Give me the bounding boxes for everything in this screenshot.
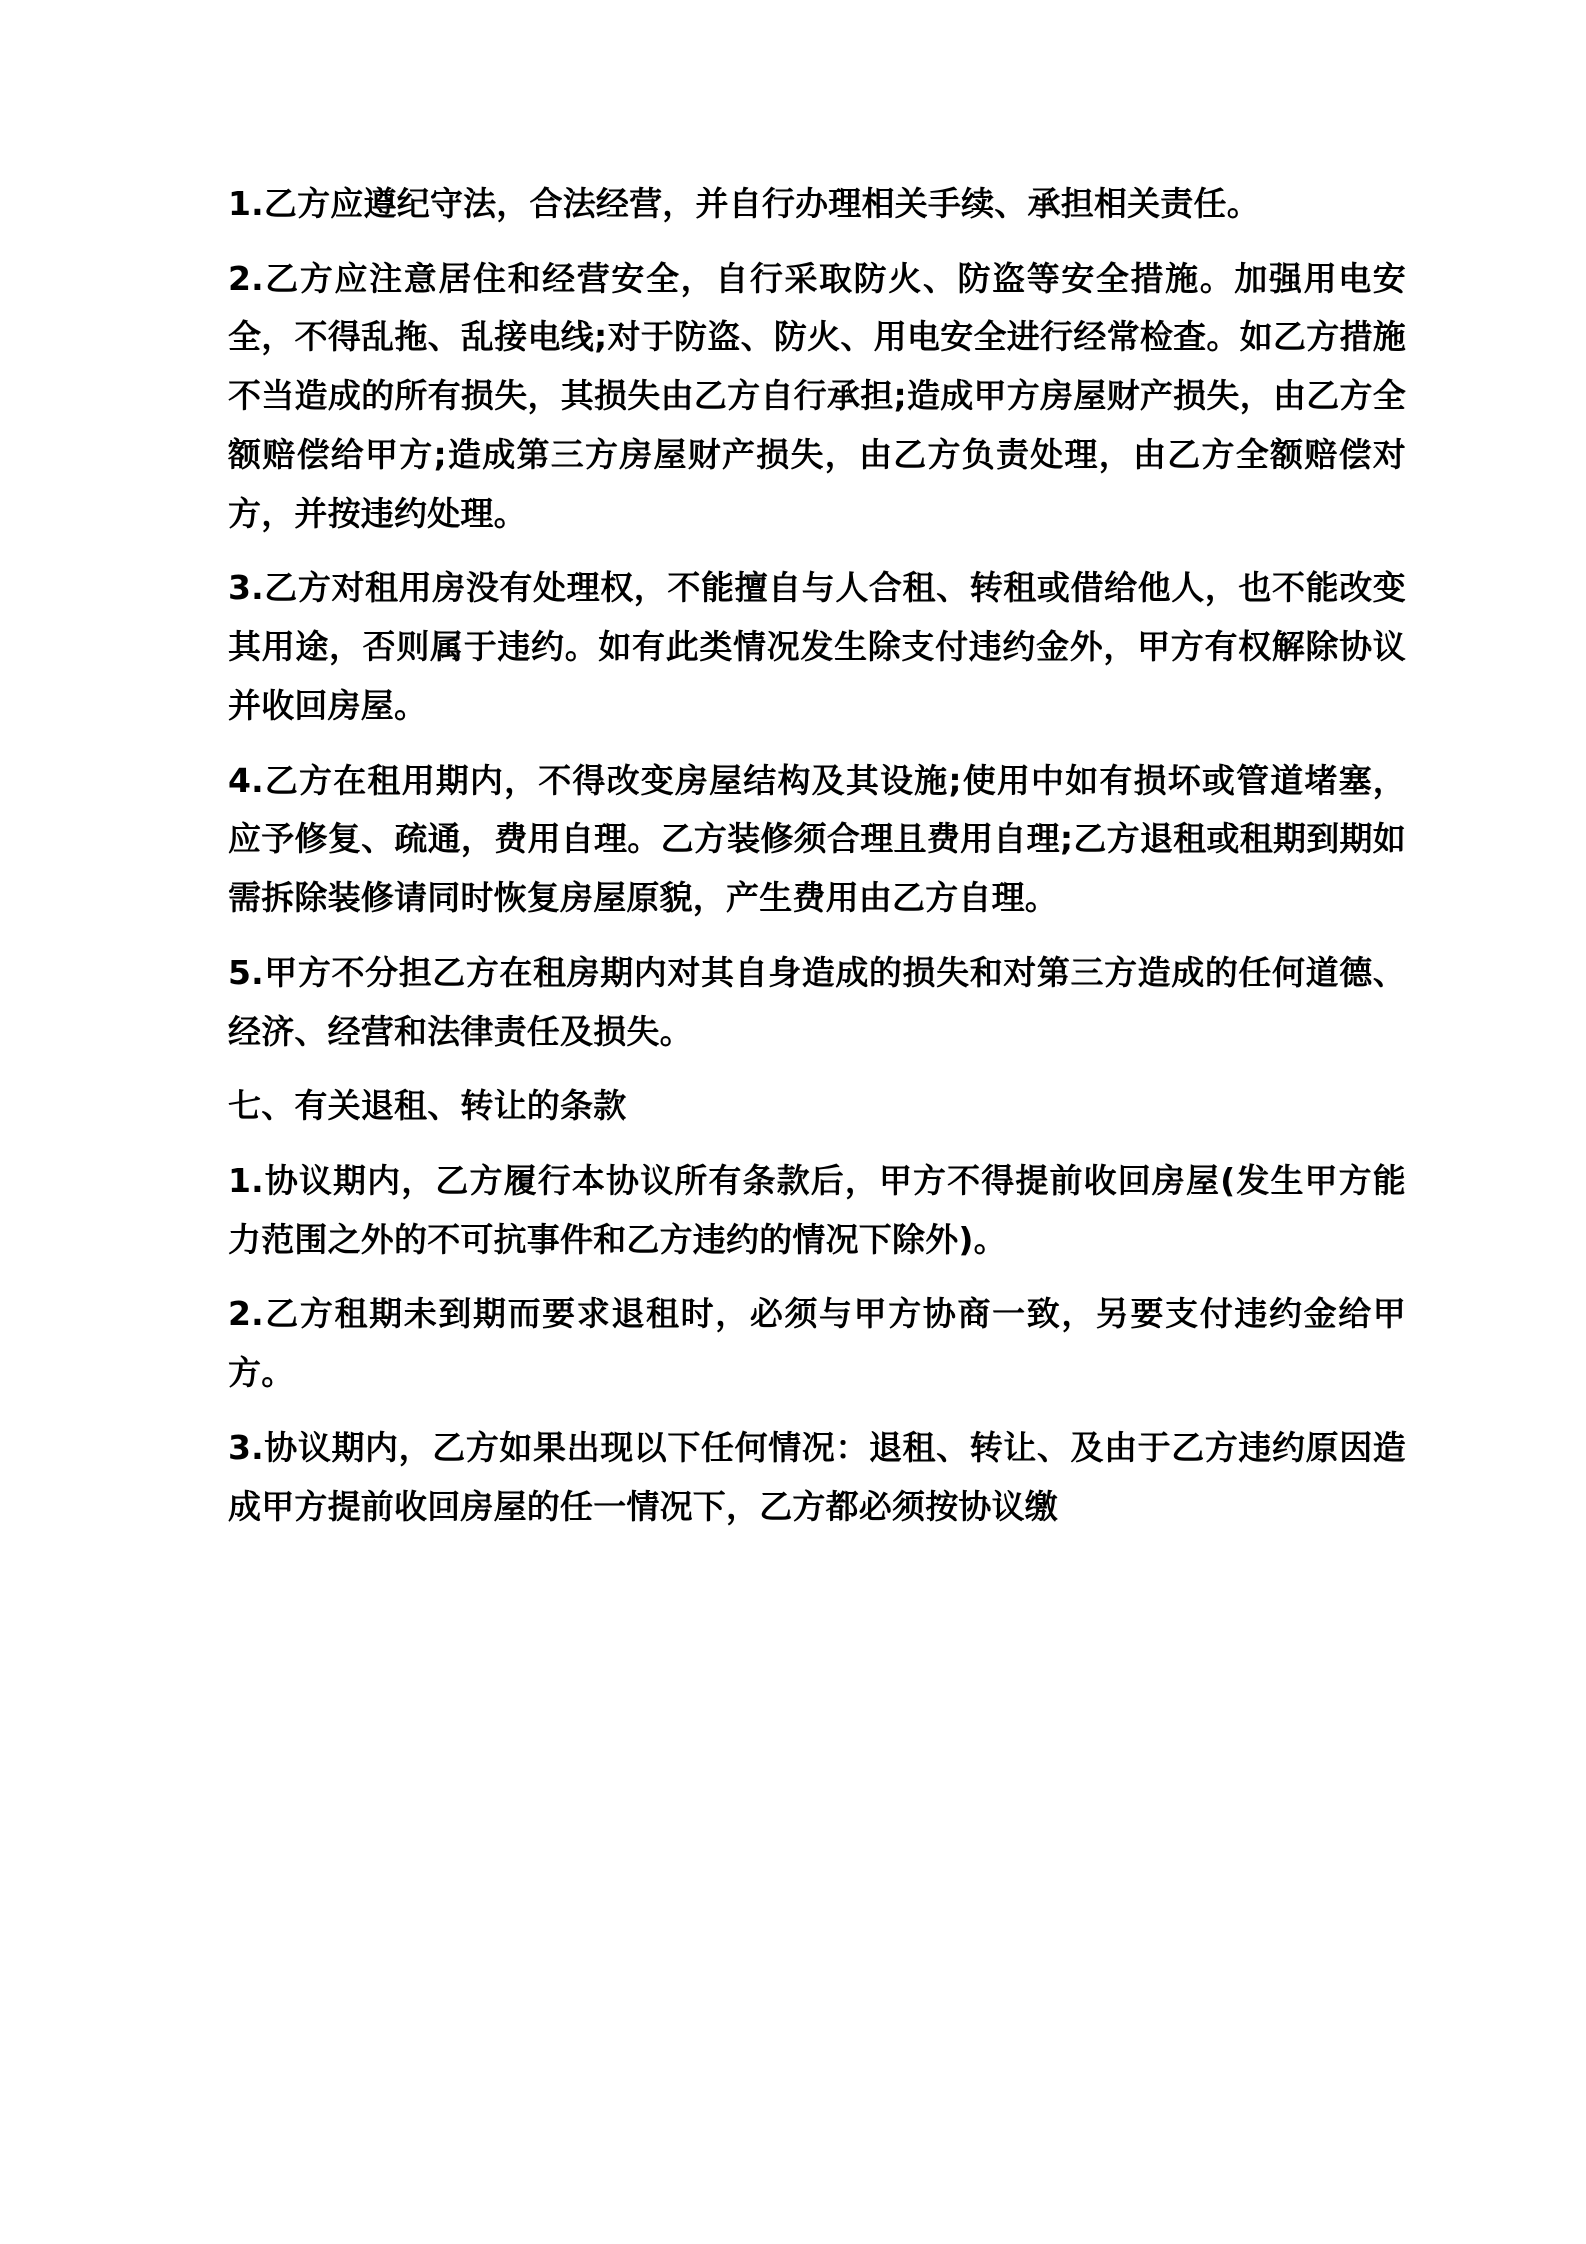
paragraph-clause-6-1: 1.乙方应遵纪守法，合法经营，并自行办理相关手续、承担相关责任。 xyxy=(228,184,1260,223)
paragraph-clause-6-2: 2.乙方应注意居住和经营安全，自行采取防火、防盗等安全措施。加强用电安全，不得乱拖、乱接电线;对于防盗、防火、用电安全进行经常检查。如乙方措施不当造成的所有损失，其损失由乙方自行承担;造成甲方房屋财产损失，由乙方全额赔偿给甲方;造成第三方房屋财产损失，由乙方负责处理，由乙方全额赔偿对方，并按违约处理。 xyxy=(228,258,1406,533)
paragraph-clause-7-2: 2.乙方租期未到期而要求退租时，必须与甲方协商一致，另要支付违约金给甲方。 xyxy=(228,1294,1406,1393)
paragraph-clause-6-3: 3.乙方对租用房没有处理权，不能擅自与人合租、转租或借给他人，也不能改变其用途，否则属于违约。如有此类情况发生除支付违约金外，甲方有权解除协议并收回房屋。 xyxy=(228,568,1406,725)
paragraph-clause-7-3: 3.协议期内，乙方如果出现以下任何情况：退租、转让、及由于乙方违约原因造成甲方提前收回房屋的任一情况下，乙方都必须按协议缴 xyxy=(228,1427,1406,1526)
paragraph-clause-6-4: 4.乙方在租用期内，不得改变房屋结构及其设施;使用中如有损坏或管道堵塞，应予修复、疏通，费用自理。乙方装修须合理且费用自理;乙方退租或租期到期如需拆除装修请同时恢复房屋原貌，产生费用由乙方自理。 xyxy=(228,760,1406,918)
document-body xyxy=(228,175,1406,1536)
section-heading-7: 七、有关退租、转让的条款 xyxy=(228,1086,627,1126)
paragraph-clause-6-5: 5.甲方不分担乙方在租房期内对其自身造成的损失和对第三方造成的任何道德、经济、经营和法律责任及损失。 xyxy=(228,952,1406,1051)
paragraph-clause-7-1: 1.协议期内，乙方履行本协议所有条款后，甲方不得提前收回房屋(发生甲方能力范围之外的不可抗事件和乙方违约的情况下除外)。 xyxy=(228,1161,1406,1259)
